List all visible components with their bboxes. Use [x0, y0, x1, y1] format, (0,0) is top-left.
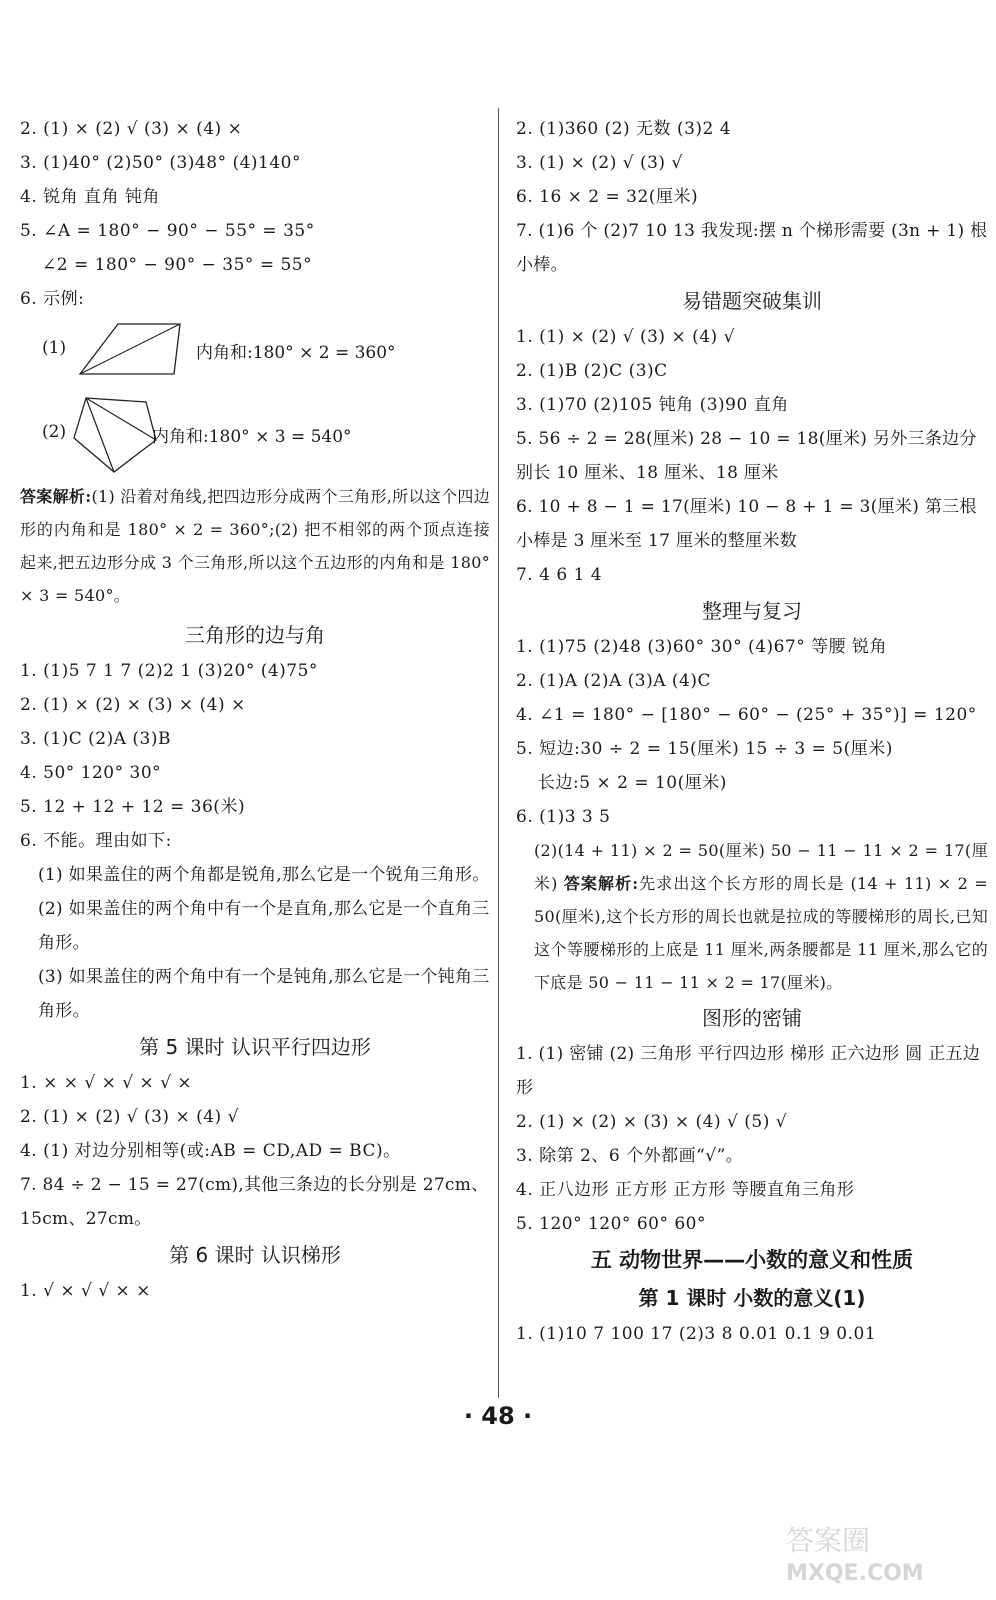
watermark-logo [766, 1510, 966, 1590]
answer-line: 3. 除第 2、6 个外都画“√”。 [516, 1146, 744, 1166]
angle-sum-text: 内角和:180° × 3 = 540° [152, 427, 352, 447]
column-divider [498, 108, 499, 1398]
answer-line: 4. 正八边形 正方形 正方形 等腰直角三角形 [516, 1180, 855, 1200]
shape-label: (1) [42, 338, 67, 358]
lesson-title: 第 1 课时 小数的意义(1) [638, 1286, 866, 1310]
section-title: 第 6 课时 认识梯形 [169, 1243, 341, 1267]
answer-line: 3. (1)C (2)A (3)B [20, 729, 171, 749]
answer-line: 1. (1)75 (2)48 (3)60° 30° (4)67° 等腰 锐角 [516, 637, 888, 657]
answer-line: 4. 锐角 直角 钝角 [20, 187, 160, 207]
answer-line: 2. (1) × (2) × (3) × (4) × [20, 695, 246, 715]
right-column [516, 112, 988, 1351]
answer-line: 5. 56 ÷ 2 = 28(厘米) 28 − 10 = 18(厘米) 另外三条边分别长 10 厘米、18 厘米、18 厘米 [516, 429, 977, 483]
analysis-label: 答案解析: [563, 874, 639, 893]
section-title: 图形的密铺 [702, 1006, 802, 1030]
watermark-brand: 答案圈 [786, 1524, 871, 1557]
analysis-label: 答案解析: [20, 487, 92, 506]
answer-line: 6. 不能。理由如下: [20, 831, 172, 851]
section-title: 易错题突破集训 [682, 289, 822, 313]
answer-line: 4. ∠1 = 180° − [180° − 60° − (25° + 35°)] = 120° [516, 705, 977, 725]
answer-line: 6. 示例: [20, 289, 85, 309]
answer-line: 7. 4 6 1 4 [516, 565, 603, 585]
answer-line: (1) 如果盖住的两个角都是锐角,那么它是一个锐角三角形。 [38, 865, 490, 885]
answer-line: 1. √ × √ √ × × [20, 1281, 151, 1301]
answer-line: 3. (1) × (2) √ (3) √ [516, 153, 683, 173]
answer-line: 4. (1) 对边分别相等(或:AB = CD,AD = BC)。 [20, 1141, 401, 1161]
answer-line: 2. (1) × (2) √ (3) × (4) √ [20, 1107, 239, 1127]
answer-line: 1. (1)10 7 100 17 (2)3 8 0.01 0.1 9 0.01 [516, 1324, 877, 1344]
answer-line: 6. 16 × 2 = 32(厘米) [516, 187, 699, 207]
answer-line: 1. (1) 密铺 (2) 三角形 平行四边形 梯形 正六边形 圆 正五边形 [516, 1044, 981, 1098]
answer-line: (2) 如果盖住的两个角中有一个是直角,那么它是一个直角三角形。 [38, 899, 490, 953]
answer-line: (2)(14 + 11) × 2 = 50(厘米) 50 − 11 − 11 × 2 = 17(厘米) [534, 841, 988, 893]
left-column [20, 112, 490, 1308]
section-title: 第 5 课时 认识平行四边形 [139, 1035, 371, 1059]
section-title: 三角形的边与角 [185, 623, 325, 647]
answer-line: 2. (1)A (2)A (3)A (4)C [516, 671, 711, 691]
answer-line: (3) 如果盖住的两个角中有一个是钝角,那么它是一个钝角三角形。 [38, 967, 490, 1021]
answer-line: 1. (1) × (2) √ (3) × (4) √ [516, 327, 735, 347]
answer-line: 1. × × √ × √ × √ × [20, 1073, 193, 1093]
answer-line: 5. 120° 120° 60° 60° [516, 1214, 706, 1234]
answer-line: 2. (1)B (2)C (3)C [516, 361, 668, 381]
answer-line: 3. (1)40° (2)50° (3)48° (4)140° [20, 153, 302, 173]
answer-line: 7. (1)6 个 (2)7 10 13 我发现:摆 n 个梯形需要 (3n + 1) 根小棒。 [516, 221, 988, 275]
angle-sum-text: 内角和:180° × 2 = 360° [196, 343, 396, 363]
answer-line: 6. (1)3 3 5 [516, 807, 611, 827]
answer-analysis [20, 480, 490, 612]
section-title: 整理与复习 [702, 599, 802, 623]
answer-line: 5. ∠A = 180° − 90° − 55° = 35° [20, 221, 315, 241]
pentagon-example [20, 394, 490, 476]
answer-analysis [516, 834, 988, 999]
page-number: · 48 · [463, 1402, 533, 1430]
answer-line: 6. 10 + 8 − 1 = 17(厘米) 10 − 8 + 1 = 3(厘米) 第三根小棒是 3 厘米至 17 厘米的整厘米数 [516, 497, 977, 551]
answer-line: 4. 50° 120° 30° [20, 763, 162, 783]
answer-line: ∠2 = 180° − 90° − 35° = 55° [42, 255, 313, 275]
analysis-text: (1) 沿着对角线,把四边形分成两个三角形,所以这个四边形的内角和是 180° × 2 = 360°;(2) 把不相邻的两个顶点连接起来,把五边形分成 3 个三角形,所以这个五边形的内角和是 180° × 3 = 540°。 [20, 487, 490, 605]
analysis-text: 先求出这个长方形的周长是 (14 + 11) × 2 = 50(厘米),这个长方形的周长也就是拉成的等腰梯形的周长,已知这个等腰梯形的上底是 11 厘米,两条腰都是 11 厘米,那么它的下底是 50 − 11 − 11 × 2 = 17(厘米)。 [534, 874, 988, 992]
quadrilateral-diagram [76, 316, 186, 386]
quadrilateral-example [20, 316, 490, 394]
shape-label: (2) [42, 422, 67, 442]
answer-line: 5. 12 + 12 + 12 = 36(米) [20, 797, 246, 817]
answer-line: 2. (1)360 (2) 无数 (3)2 4 [516, 119, 732, 139]
answer-line: 长边:5 × 2 = 10(厘米) [538, 773, 727, 793]
answer-line: 1. (1)5 7 1 7 (2)2 1 (3)20° (4)75° [20, 661, 318, 681]
answer-line: 2. (1) × (2) √ (3) × (4) × [20, 119, 243, 139]
answer-line: 5. 短边:30 ÷ 2 = 15(厘米) 15 ÷ 3 = 5(厘米) [516, 739, 893, 759]
answer-line: 3. (1)70 (2)105 钝角 (3)90 直角 [516, 395, 789, 415]
answer-line: 7. 84 ÷ 2 − 15 = 27(cm),其他三条边的长分别是 27cm、15cm、27cm。 [20, 1175, 489, 1229]
watermark-url: MXQE.COM [786, 1561, 924, 1586]
unit-title: 五 动物世界——小数的意义和性质 [590, 1248, 914, 1272]
answer-line: 2. (1) × (2) × (3) × (4) √ (5) √ [516, 1112, 788, 1132]
